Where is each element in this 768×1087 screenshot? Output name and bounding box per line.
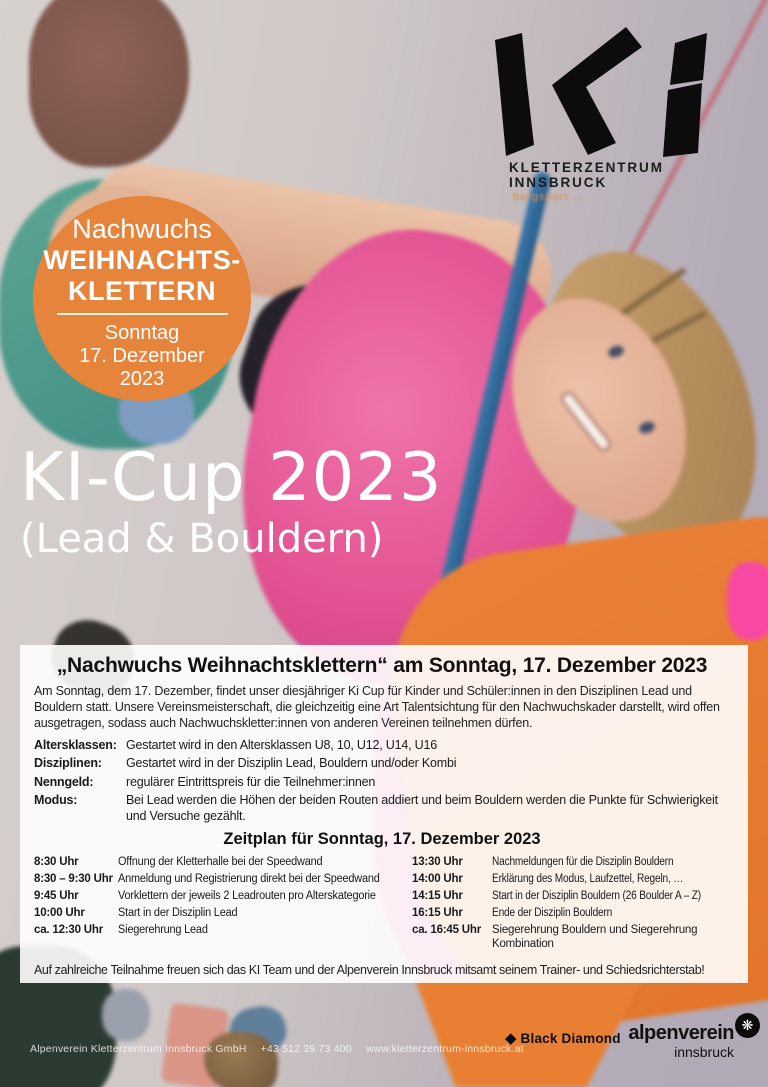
schedule-time: 14:00 Uhr	[412, 873, 463, 886]
alpenverein-logo	[622, 1017, 754, 1060]
black-diamond-icon: ◆	[505, 1030, 517, 1047]
schedule-event: Ende der Disziplin Bouldern	[492, 907, 613, 920]
alpenverein-city: innsbruck	[674, 1044, 734, 1060]
event-badge	[33, 196, 251, 401]
schedule-event: Nachmeldungen für die Disziplin Bouldern	[492, 856, 674, 869]
detail-label: Modus:	[34, 792, 78, 807]
schedule-row	[34, 872, 412, 886]
schedule-event: Vorklettern der jeweils 2 Leadrouten pro Alterskategorie	[118, 890, 376, 903]
schedule-row	[412, 855, 730, 869]
schedule-time: 14:15 Uhr	[412, 890, 463, 903]
badge-divider	[57, 313, 228, 315]
schedule-time: 10:00 Uhr	[34, 907, 85, 920]
schedule-time: ca. 16:45 Uhr	[412, 924, 481, 937]
schedule-row	[412, 923, 730, 951]
schedule-heading: Zeitplan für Sonntag, 17. Dezember 2023	[223, 830, 541, 849]
detail-row	[34, 793, 730, 825]
schedule-event: Siegerehrung Bouldern und Siegerehrung Kombination	[492, 924, 698, 951]
schedule-row	[34, 906, 412, 920]
detail-row	[34, 756, 730, 772]
schedule-time: ca. 12:30 Uhr	[34, 924, 103, 937]
schedule-event: Anmeldung und Registrierung direkt bei der Speedwand	[118, 873, 380, 886]
detail-value: regulärer Eintrittspreis für die Teilnehmer:innen	[126, 774, 376, 789]
schedule-time: 8:30 Uhr	[34, 856, 79, 869]
alpenverein-wordmark: alpenverein	[628, 1022, 734, 1044]
badge-line-klettern: KLETTERN	[68, 276, 216, 306]
schedule-row	[34, 889, 412, 903]
black-diamond-wordmark: Black Diamond	[520, 1031, 621, 1046]
page-title: KI-Cup 2023	[20, 438, 443, 516]
detail-value: Bei Lead werden die Höhen der beiden Routen addiert und beim Bouldern werden die Punkte für Schwierigkeit und Versuche gezählt.	[126, 792, 718, 823]
detail-row	[34, 738, 730, 754]
company-name: Alpenverein Kletterzentrum Innsbruck GmbH	[30, 1043, 247, 1055]
black-diamond-logo	[505, 1031, 621, 1046]
detail-label: Nenngeld:	[34, 774, 94, 789]
website-url: www.kletterzentrum-innsbruck.at	[365, 1043, 524, 1055]
edelweiss-icon: ❋	[735, 1013, 760, 1038]
phone-number: +43 512 39 73 400	[260, 1043, 352, 1055]
brand-name: KLETTERZENTRUM INNSBRUCK	[509, 160, 664, 190]
detail-row	[34, 775, 730, 791]
badge-line-weihnachts: WEIHNACHTS-	[43, 245, 241, 275]
schedule-row	[412, 906, 730, 920]
schedule-row	[412, 872, 730, 886]
brand-tagline: bergsport …	[513, 191, 585, 203]
schedule-column-morning	[34, 855, 412, 954]
badge-line-nachwuchs: Nachwuchs	[72, 214, 212, 244]
schedule	[34, 855, 730, 954]
detail-label: Disziplinen:	[34, 756, 102, 771]
closing-note: Auf zahlreiche Teilnahme freuen sich das KI Team und der Alpenverein Innsbruck mitsamt seinem Trainer- und Schiedsrichterstab!	[34, 963, 705, 978]
page-subtitle: (Lead & Bouldern)	[20, 516, 384, 562]
info-intro: Am Sonntag, dem 17. Dezember, findet unser diesjähriger Ki Cup für Kinder und Schüler:innen in den Disziplinen Lead und Bouldern statt. Unsere Vereinsmeisterschaft, die gleichzeitig eine Art Talentsichtung für den Nachwuchskader darstellt, wird offen ausgetragen, sodass auch Nachwuchskletter:innen von anderen Vereinen teilnehmen dürfen.	[34, 684, 720, 730]
schedule-event: Start in der Disziplin Bouldern (26 Boulder A – Z)	[492, 890, 701, 903]
hold-gray-bottom	[102, 989, 150, 1041]
schedule-row	[412, 889, 730, 903]
schedule-time: 16:15 Uhr	[412, 907, 463, 920]
info-panel	[20, 645, 748, 983]
pink-garment-edge	[727, 562, 768, 640]
schedule-time: 8:30 – 9:30 Uhr	[34, 873, 113, 886]
schedule-time: 9:45 Uhr	[34, 890, 79, 903]
schedule-time: 13:30 Uhr	[412, 856, 463, 869]
badge-date-year: 2023	[119, 368, 165, 390]
detail-label: Altersklassen:	[34, 738, 117, 752]
schedule-event: Siegerehrung Lead	[118, 924, 208, 937]
schedule-event: Erklärung des Modus, Laufzettel, Regeln, …	[492, 873, 684, 886]
schedule-row	[34, 923, 412, 937]
schedule-event: Start in der Disziplin Lead	[118, 907, 238, 920]
schedule-column-afternoon	[412, 855, 730, 954]
badge-date: 17. Dezember	[79, 345, 205, 367]
schedule-row	[34, 855, 412, 869]
ki-logo	[490, 25, 730, 165]
info-heading: „Nachwuchs Weihnachtsklettern“ am Sonntag, 17. Dezember 2023	[56, 654, 708, 677]
badge-date-day: Sonntag	[104, 322, 180, 344]
schedule-event: Öffnung der Kletterhalle bei der Speedwand	[118, 856, 323, 869]
detail-value: Gestartet wird in der Disziplin Lead, Bouldern und/oder Kombi	[126, 756, 457, 771]
detail-value: Gestartet wird in den Altersklassen U8, 10, U12, U14, U16	[126, 738, 437, 752]
footer-contact	[30, 1043, 538, 1055]
